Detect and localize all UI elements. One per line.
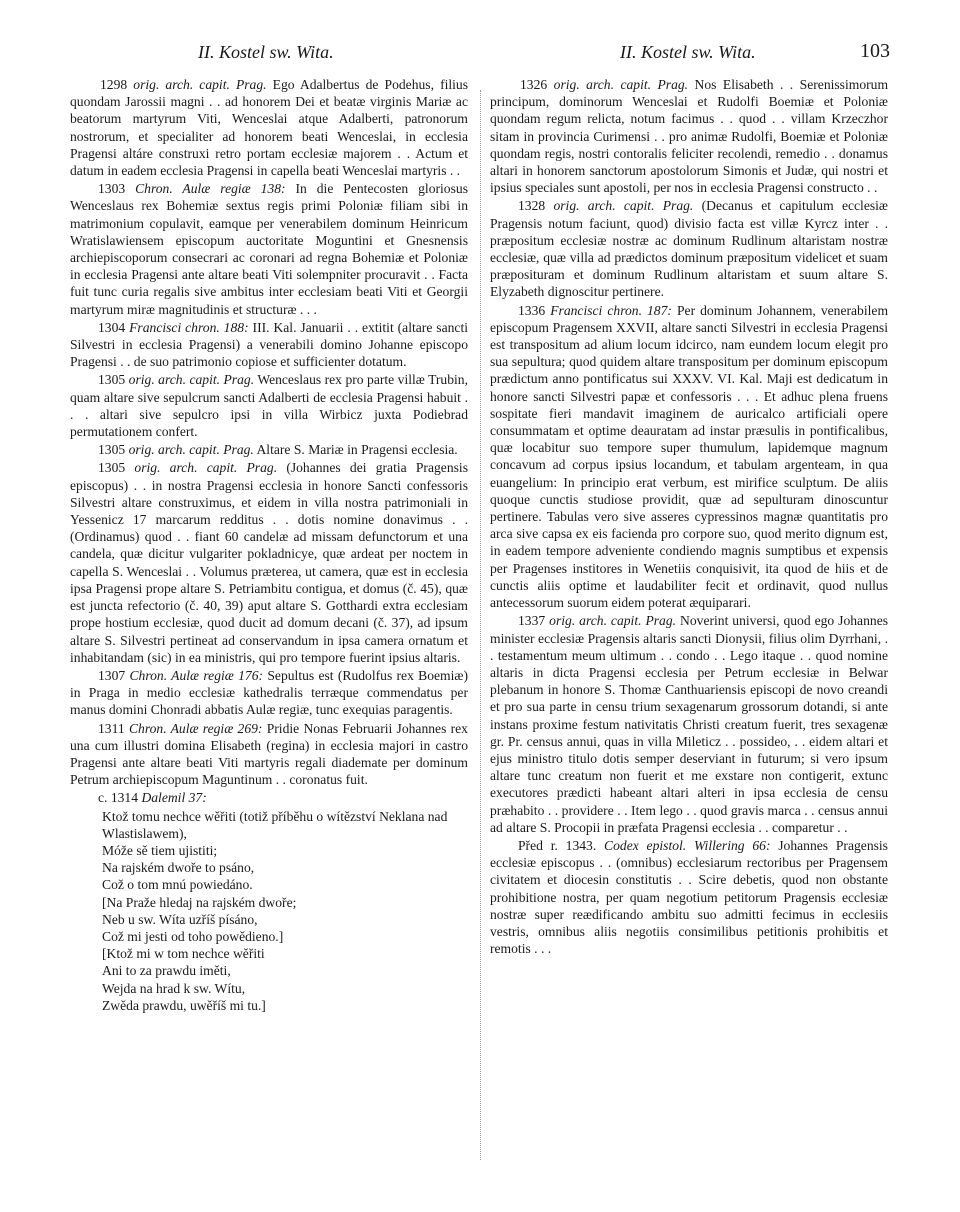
entry-source: orig. arch. capit. Prag. (128, 442, 254, 458)
verse-line: Zwěda prawdu, uwěříš mi tu.] (102, 997, 266, 1013)
verse-line: [Na Praže hledaj na rajském dwoře; (102, 894, 297, 910)
entry (70, 441, 468, 458)
entry (490, 302, 888, 612)
entry-source: orig. arch. capit. Prag. (133, 77, 267, 92)
entry-text: III. Kal. Januarii . . extitit (altare sancti Silvestri in ecclesia Pragensi) a venerabili domino Johanne episcopo Pragensi . . de suo patrimonio copiose et sufficienter dotatum. (70, 319, 468, 370)
entry-year: 1337 (518, 613, 546, 629)
right-column (490, 76, 888, 958)
entry-text: Wenceslaus rex pro parte villæ Trubin, quam altare sive sepulcrum sancti Adalberti de ecclesia Pragensi habuit . . . altari sive sepulcro ipsi in villa Wirbicz juxta Podiebrad permutationem confert. (70, 372, 468, 440)
entry-source: Chron. Aulæ regiæ 176: (129, 667, 264, 683)
entry-text: Johannes Pragensis ecclesiæ episcopus . . (omnibus) ecclesiarum rectoribus per Pragensem civitatem et diocesin constitutis . . Scire debetis, quod non obstante prohibitione nostra, per quam negotium petitorum Pragensis ecclesiæ nostræ super reædificando ambitu suo admitti fecimus in ecclesiis vestris, omnibus aliis negotiis consimilibus petitionis prohibitis et remotis . . . (490, 837, 888, 957)
entry-year: 1326 (520, 77, 548, 92)
entry (490, 837, 888, 957)
entry-source: Dalemil 37: (141, 790, 207, 806)
entry-source: orig. arch. capit. Prag. (553, 77, 689, 92)
entry-year: 1303 (98, 181, 126, 197)
entry-year: 1307 (98, 667, 126, 683)
entry (490, 76, 888, 196)
verse-line: Což o tom mnú powiedáno. (102, 877, 253, 893)
entry-text: Ego Adalbertus de Podehus, filius quondam Jarossii magni . . ad honorem Dei et beatæ virginis Mariæ ac beatorum martyrum Viti, Wenceslai atque Adalberti, patronorum nostrorum, et specialiter ad honorem beati Wenceslai, in ecclesia Pragensi altáre construxi retro portam ecclesiæ majorem . . Actum et datum in eadem ecclesia Pragensi in capella beati Wenceslai martyris . . (70, 77, 469, 179)
entry-text: Nos Elisabeth . . Serenissimorum principum, dominorum Wenceslai et Rudolfi Boemiæ et Poloniæ quondam regum relicta, notum facimus . . quod . . villam Krzeczhor sitam in provincia Curimensi . . pro animæ Rudolfi, Boemiæ et Poloniæ quondam regis, nostri contoralis feliciter recolendi, remedio . . donamus altari in honorem sanctorum apostolorum Simonis et Judæ, qui nostri et ipsius speciales sunt apostoli, per nos in ecclesia Pragensi constructo . . (490, 77, 889, 196)
entry-year: 1298 (100, 77, 128, 92)
entry-text: Per dominum Johannem, venerabilem episcopum Pragensem XXVII, altare sancti Silvestri in ecclesia Pragensi est transpositum ad alium locum idcirco, nam eundem locum elegit pro sua sepultura; quod quidem altare transpositum per dominum episcopum prædictum anno pontificatus sui XXXV. VI. Kal. Maji est dedicatum in honore sancti Silvestri papæ et confessoris . . . Et adhuc plena fruens sospitate fieri mandavit imaginem de auricalco artificiali opere consummatam et optime deauratam ad instar præsulis in pontificalibus, quæ locabitur suo tempore super thumulum, lapidemque magnum concavum ad corpus ipsius locandum, et tabulam argenteam, in qua euangelium: In principio erat verbum, est mirifice sculptum. De aliis quoque cunctis studiose providit, quæ ad sepulturam dinoscuntur pertinere. Tabulas vero sive asseres cypressinos magnæ quantitatis pro arca sive capsa ex eis facienda pro corpore suo, quod merito dignum est, in eadem tempore adveniente condiendo magnis sumptibus et expensis per Pragenses institores in Wenetiis conquisivit, ita quod de hiis et de cunctis aliis optime et laudabiliter fecit et ordinavit, quod nullus antecessorum suorum eidem poterat æquiparari. (490, 302, 889, 611)
entry-source: Francisci chron. 188: (129, 319, 249, 335)
verse-line: Ktož tomu nechce wěřiti (totiž příběhu o wítězství Neklana nad Wlastislawem), (102, 808, 448, 841)
entry-year: 1311 (98, 720, 125, 736)
entry-source: Francisci chron. 187: (550, 302, 672, 318)
verse-line: Wejda na hrad k sw. Wítu, (102, 980, 246, 996)
entry (70, 789, 468, 806)
verse-line: Ani to za prawdu iměti, (102, 963, 231, 979)
entry-source: orig. arch. capit. Prag. (128, 372, 255, 388)
entry-source: orig. arch. capit. Prag. (553, 198, 694, 214)
entry-year: 1328 (518, 198, 546, 214)
entry (70, 319, 468, 371)
verse-line: Což mi jesti od toho powědieno.] (102, 928, 284, 944)
verse-line: Na rajském dwoře to psáno, (102, 860, 255, 876)
entry (70, 459, 468, 665)
entry-text: In die Pentecosten gloriosus Wenceslaus rex Bohemiæ sextus regis primi Poloniæ filiam sibi in matrimonium copulavit, eamque per venerabilem dominum Heinricum Wratislawiensem episcopum auctoritate Moguntini et Gnesnensis archiepiscoporum consecrari ac coronari ad regna Bohemiæ et Poloniæ in ecclesia Pragensi ante altare beati Viti solempniter procuravit . . Facta fuit tunc curia regalis sive ambitus inter ecclesiam beati Viti et Georgii martyrum miræ magnitudinis et structuræ . . . (70, 181, 468, 317)
verse-block (70, 808, 468, 1014)
entry-year: 1336 (518, 302, 546, 318)
entry-year: 1305 (98, 442, 126, 458)
entry-text: Sepultus est (Rudolfus rex Boemiæ) in Praga in medio ecclesiæ kathedralis terræque commendatus per manus domini Chonradi abbatis Aulæ regiæ, tunc exequias paragentis. (70, 667, 468, 718)
entry (490, 612, 888, 836)
verse-line: Neb u sw. Wíta uzříš písáno, (102, 911, 258, 927)
entry-text: (Decanus et capitulum ecclesiæ Pragensis notum faciunt, quod) divisio facta est villæ Kyrcz inter . . præpositum ecclesiæ nostræ ac dominum Rudlinum altaristam nostræ ecclesiæ, quæ villa ad prædictos dominum præpositum videlicet et suam præposituram et dominum Rudlinum altaristam et suum altare S. Elyzabeth dignoscitur pertinere. (490, 198, 888, 300)
entry (490, 197, 888, 300)
entry (70, 371, 468, 440)
verse-line: Móže sě tiem ujistiti; (102, 842, 218, 858)
entry-year: 1305 (98, 460, 126, 476)
entry-source: Codex epistol. Willering 66: (604, 837, 771, 853)
entry-source: orig. arch. capit. Prag. (549, 613, 677, 629)
entry (70, 667, 468, 719)
verse-line: [Ktož mi w tom nechce wěřiti (102, 946, 265, 962)
entry-year: Před r. 1343. (518, 837, 597, 853)
entry (70, 720, 468, 789)
entry-year: 1304 (98, 319, 126, 335)
entry-text: (Johannes dei gratia Pragensis episcopus) . . in nostra Pragensi ecclesia in honore Sancti confessoris Silvestri altare construximus, et eidem in villa nostra patrimoniali in Yessenicz 17 marcarum redditus . . dotis nomine donavimus . . (Ordinamus) quod . . fiant 60 candelæ ad missam defunctorum et una candela, quæ dicitur vulgariter pokladnicye, quæ ardeat per noctem in capella S. Wenceslai . . Volumus præterea, ut camera, quæ est in ecclesia ipsa Pragensi prope altare S. Petriambitu contigua, et domus (č. 45), quæ est juncta refectorio (č. 40, 39) aput altare S. Gotthardi extra ecclesiam prope hostium ecclesiæ, quod ducit ad domum decani (č. 37), ad ipsum altare S. Silvestri pertineat ad conservandum in ipsa camera ornatum et inhabitandam (sic) in ea ministris, qui pro tempore fuerint ipsius altaris. (70, 460, 468, 665)
running-head-left: II. Kostel sw. Wita. (198, 42, 334, 62)
entry-year: 1305 (98, 372, 126, 388)
entry-text: Noverint universi, quod ego Johannes minister ecclesiæ Pragensis altaris sancti Dionysii, filius olim Dyrrhani, . . testamentum meum ultimum . . condo . . Lego itaque . . quod nomine altaris in dicta Pragensi ecclesia per Petrum ecclesiæ in Belwar plebanum in honore S. Thomæ Canthuariensis episcopi de novo creandi et pro sua parte in censu trium sexagenarum grossorum dotandi, si ante instans proxime festum nativitatis Christi creatum fuerit, tres sexagenæ gr. Pr. census annui, quas in villa Mileticz . . possideo, . . eidem altari et ejus ministro titulo dotis semper deserviant in futurum; si vero ipsum altare tunc creatum non fuerit et me exstare non contigerit, extunc executores prædicti habeant altari alteri in ipsa ecclesia de censu præhabito . . providere . . Item lego . . quod gravis marca . . census annui ad altare S. Procopii in præfata Pragensi ecclesia . . comparetur . . (490, 613, 889, 835)
page-number: 103 (860, 40, 890, 62)
entry (70, 76, 468, 179)
entry (70, 180, 468, 318)
entry-year: c. 1314 (98, 790, 139, 806)
entry-text: Altare S. Mariæ in Pragensi ecclesia. (256, 442, 458, 458)
entry-source: orig. arch. capit. Prag. (134, 460, 278, 476)
entry-text: Pridie Nonas Februarii Johannes rex una cum illustri domina Elisabeth (regina) in ecclesia majori in castro Pragensi ante altare beati Viti martyris regali diademate per dominum Petrum archiepiscopum Maguntinum . . coronatus fuit. (70, 720, 468, 788)
running-head-right: II. Kostel sw. Wita. (620, 42, 756, 62)
column-divider (480, 90, 481, 1160)
entry-source: Chron. Aulæ regiæ 269: (128, 720, 263, 736)
entry-source: Chron. Aulæ regiæ 138: (135, 181, 286, 197)
left-column (70, 76, 468, 1014)
